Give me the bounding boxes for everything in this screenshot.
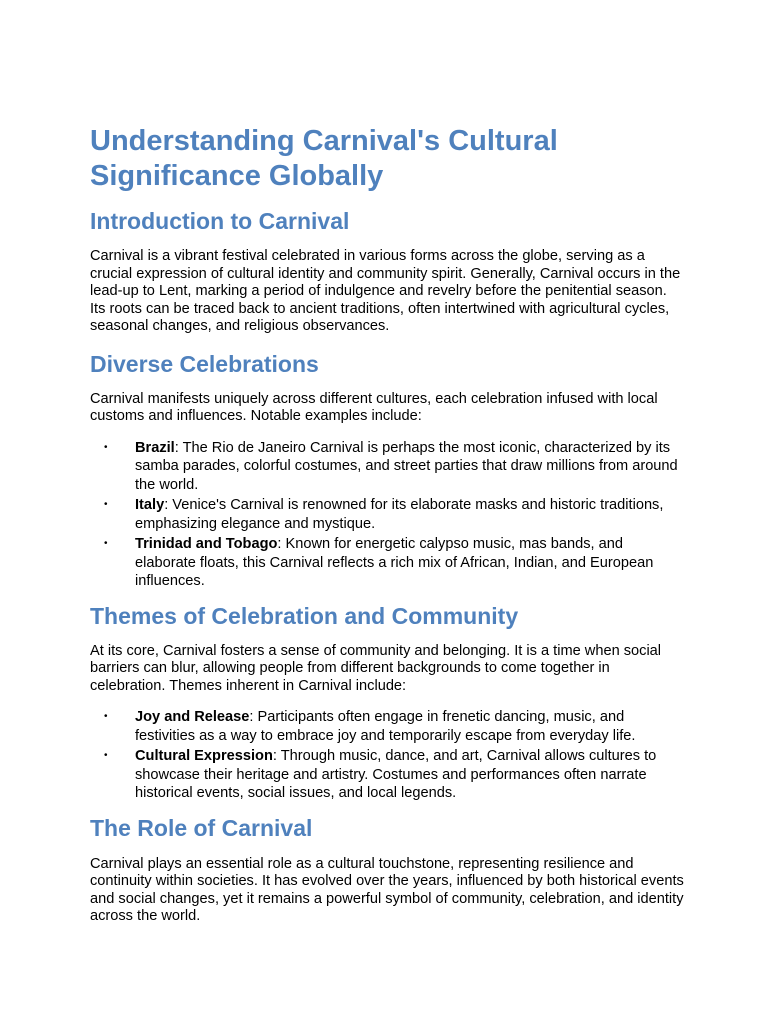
- heading-themes: Themes of Celebration and Community: [90, 602, 519, 629]
- list-item-term: Joy and Release: [135, 709, 250, 725]
- list-item-term: Italy: [135, 497, 165, 513]
- paragraph-diverse-celebrations: Carnival manifests uniquely across different cultures, each celebration infused with local customs and influences. Notable examples include:: [90, 390, 658, 424]
- paragraph-themes: At its core, Carnival fosters a sense of community and belonging. It is a time when social barriers can blur, allowing people from different backgrounds to come together in celebration. Themes inherent in Carnival include:: [90, 642, 662, 694]
- list-item: [90, 496, 686, 533]
- list-item-term: Cultural Expression: [135, 748, 273, 764]
- list-item: [90, 439, 686, 495]
- list-diverse-celebrations: [90, 439, 686, 591]
- heading-diverse-celebrations: Diverse Celebrations: [90, 350, 319, 377]
- bullet-icon: •: [104, 711, 108, 722]
- bullet-icon: •: [104, 538, 108, 549]
- document-title: Understanding Carnival's Cultural Significance Globally: [90, 125, 558, 192]
- paragraph-introduction: Carnival is a vibrant festival celebrated in various forms across the globe, serving as a crucial expression of cultural identity and community spirit. Generally, Carnival occurs in the lead-up to Lent, marking a period of indulgence and revelry before the penitential season. Its roots can be traced back to ancient traditions, often intertwined with agricultural cycles, seasonal changes, and religious observances.: [90, 248, 681, 334]
- heading-role-of-carnival: The Role of Carnival: [90, 814, 313, 841]
- list-item-text: : Participants often engage in frenetic dancing, music, and festivities as a way to embrace joy and temporarily escape from everyday life.: [135, 709, 636, 744]
- list-item: [90, 747, 686, 803]
- list-item-term: Brazil: [135, 439, 175, 456]
- list-item: [90, 708, 686, 745]
- heading-introduction: Introduction to Carnival: [90, 208, 350, 234]
- list-item-term: Trinidad and Tobago: [135, 536, 278, 552]
- list-item-text: : Known for energetic calypso music, mas bands, and elaborate floats, this Carnival reflects a rich mix of African, Indian, and European influences.: [135, 536, 654, 589]
- list-themes: [90, 708, 686, 803]
- bullet-icon: •: [104, 499, 108, 510]
- list-item-text: : The Rio de Janeiro Carnival is perhaps the most iconic, characterized by its samba parades, colorful costumes, and street parties that draw millions from around the world.: [135, 439, 678, 493]
- list-item-text: : Through music, dance, and art, Carnival allows cultures to showcase their heritage and artistry. Costumes and performances often narrate historical events, social issues, and local legends.: [135, 748, 657, 801]
- bullet-icon: •: [104, 441, 108, 453]
- list-item-text: : Venice's Carnival is renowned for its elaborate masks and historic traditions, emphasizing elegance and mystique.: [135, 497, 664, 532]
- paragraph-role-of-carnival: Carnival plays an essential role as a cultural touchstone, representing resilience and continuity within societies. It has evolved over the years, influenced by both historical events and social changes, yet it remains a powerful symbol of community, celebration, and identity across the world.: [90, 855, 684, 924]
- bullet-icon: •: [104, 750, 108, 761]
- list-item: [90, 535, 686, 591]
